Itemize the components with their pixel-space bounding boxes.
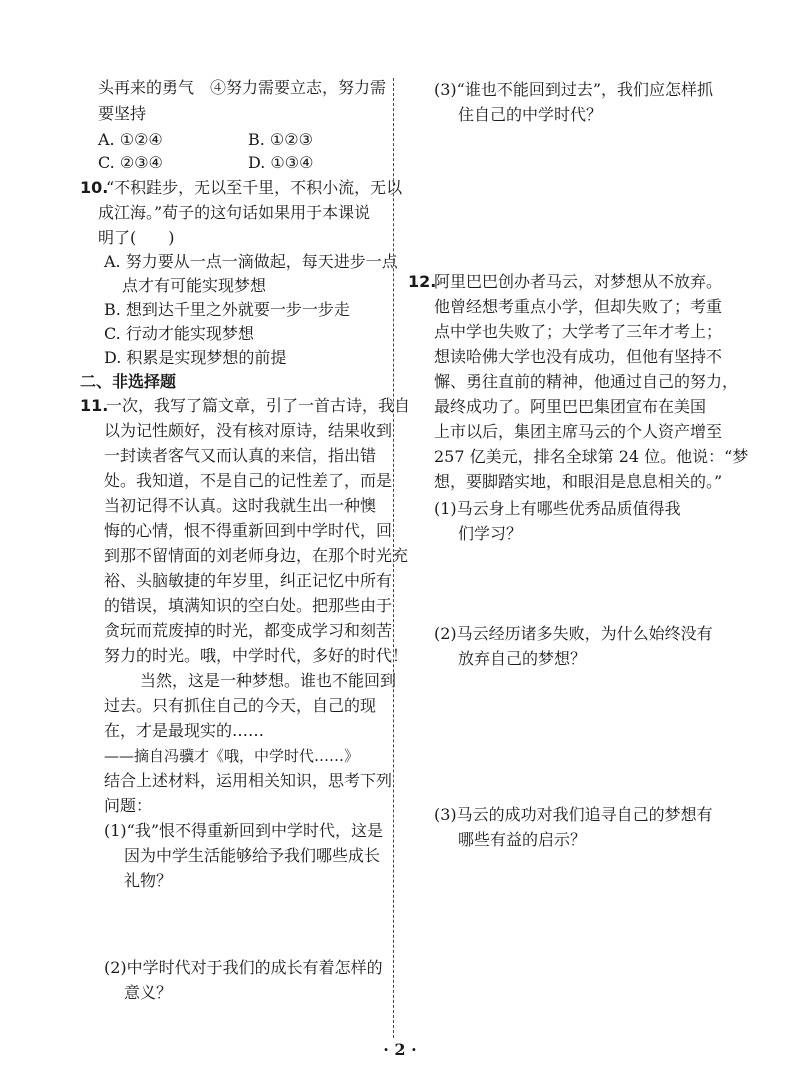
q11-passage-line: 以为记性颇好，没有核对原诗，结果收到	[104, 421, 393, 440]
q12-sub1-line1: (1)马云身上有哪些优秀品质值得我	[434, 499, 681, 518]
q9-option-line1: 头再来的勇气 ④努力需要立志，努力需	[98, 78, 387, 97]
q11-sub2-line2: 意义？	[124, 983, 173, 1002]
q11-passage-line: 到那不留情面的刘老师身边，在那个时光充	[104, 546, 409, 565]
q11-passage-line: 一次，我写了篇文章，引了一首古诗，我自	[106, 396, 411, 415]
q11-sub3-line2: 住自己的中学时代？	[458, 105, 603, 124]
q11-para2-line1: 当然，这是一种梦想。谁也不能回到	[140, 671, 397, 690]
page-number: · 2 ·	[383, 1040, 417, 1059]
q12-sub2-line1: (2)马云经历诸多失败，为什么始终没有	[434, 624, 713, 643]
q11-sub2-line1: (2)中学时代对于我们的成长有着怎样的	[104, 958, 383, 977]
q11-prompt-line2: 问题：	[104, 796, 153, 815]
q11-number: 11.	[80, 396, 109, 415]
q12-sub1-line2: 们学习？	[458, 524, 523, 543]
q12-sub3-line2: 哪些有益的启示？	[458, 830, 587, 849]
q12-passage-line: 257 亿美元，排名全球第 24 位。他说：“梦	[434, 447, 749, 466]
q10-choice-a-line1: A. 努力要从一点一滴做起，每天进步一点	[104, 252, 398, 271]
q11-sub1-line1: (1)“我”恨不得重新回到中学时代，这是	[104, 821, 384, 840]
q9-choice-a: A. ①②④	[98, 130, 163, 149]
q10-choice-c: C. 行动才能实现梦想	[104, 324, 254, 343]
q11-sub1-line2: 因为中学生活能够给予我们哪些成长	[124, 846, 381, 865]
q12-passage-line: 懈、勇往直前的精神，他通过自己的努力，	[434, 372, 739, 391]
q11-prompt-line1: 结合上述材料，运用相关知识，思考下列	[104, 771, 393, 790]
q10-stem-line2: 成江海。”荀子的这句话如果用于本课说	[98, 203, 371, 222]
q9-option-line2: 要坚持	[98, 104, 147, 123]
q11-passage-line: 努力的时光。哦，中学时代，多好的时代！	[104, 646, 409, 665]
q12-passage-line: 上市以后，集团主席马云的个人资产增至	[434, 422, 723, 441]
q12-passage-line: 阿里巴巴创办者马云，对梦想从不放弃。	[434, 272, 723, 291]
q10-choice-b: B. 想到达千里之外就要一步一步走	[104, 300, 350, 319]
q11-passage-line: 的错误，填满知识的空白处。把那些由于	[104, 596, 393, 615]
q10-stem-line1: “不积跬步，无以至千里，不积小流，无以	[106, 178, 403, 197]
q12-passage-line: 最终成功了。阿里巴巴集团宣布在美国	[434, 397, 707, 416]
q11-passage-line: 处。我知道，不是自己的记性差了，而是	[104, 471, 393, 490]
q12-passage-line: 想读哈佛大学也没有成功，但他有坚持不	[434, 347, 723, 366]
q10-number: 10.	[80, 178, 109, 197]
q11-passage-line: 悔的心情，恨不得重新回到中学时代，回	[104, 521, 393, 540]
q12-passage-line: 他曾经想考重点小学，但却失败了；考重	[434, 297, 723, 316]
q9-choice-b: B. ①②③	[248, 130, 313, 149]
column-divider	[393, 78, 394, 1038]
q11-para2-line3: 在，才是最现实的……	[104, 721, 265, 740]
q11-sub1-line3: 礼物？	[124, 871, 173, 890]
q9-choice-c: C. ②③④	[98, 153, 163, 172]
q11-passage-line: 一封读者客气又而认真的来信，指出错	[104, 446, 377, 465]
q12-sub2-line2: 放弃自己的梦想？	[458, 649, 587, 668]
q11-passage-line: 贪玩而荒废掉的时光，都变成学习和刻苦	[104, 621, 393, 640]
q11-para2-line2: 过去。只有抓住自己的今天，自己的现	[104, 696, 377, 715]
q12-passage-line: 点中学也失败了；大学考了三年才考上；	[434, 322, 723, 341]
q11-sub3-line1: (3)“谁也不能回到过去”，我们应怎样抓	[434, 80, 714, 99]
q12-sub3-line1: (3)马云的成功对我们追寻自己的梦想有	[434, 805, 713, 824]
q10-choice-d: D. 积累是实现梦想的前提	[104, 348, 287, 367]
section-heading: 二、非选择题	[80, 372, 177, 391]
q10-stem-line3: 明了( )	[98, 228, 175, 247]
q12-number: 12.	[408, 272, 437, 291]
q12-passage-line: 想，要脚踏实地，和眼泪是息息相关的。”	[434, 472, 723, 491]
q11-passage-line: 当初记得不认真。这时我就生出一种懊	[104, 496, 377, 515]
q9-choice-d: D. ①③④	[248, 153, 314, 172]
q11-source: ——摘自冯骥才《哦，中学时代……》	[104, 747, 360, 765]
q10-choice-a-line2: 点才有可能实现梦想	[122, 276, 267, 295]
q11-passage-line: 裕、头脑敏捷的年岁里，纠正记忆中所有	[104, 571, 393, 590]
